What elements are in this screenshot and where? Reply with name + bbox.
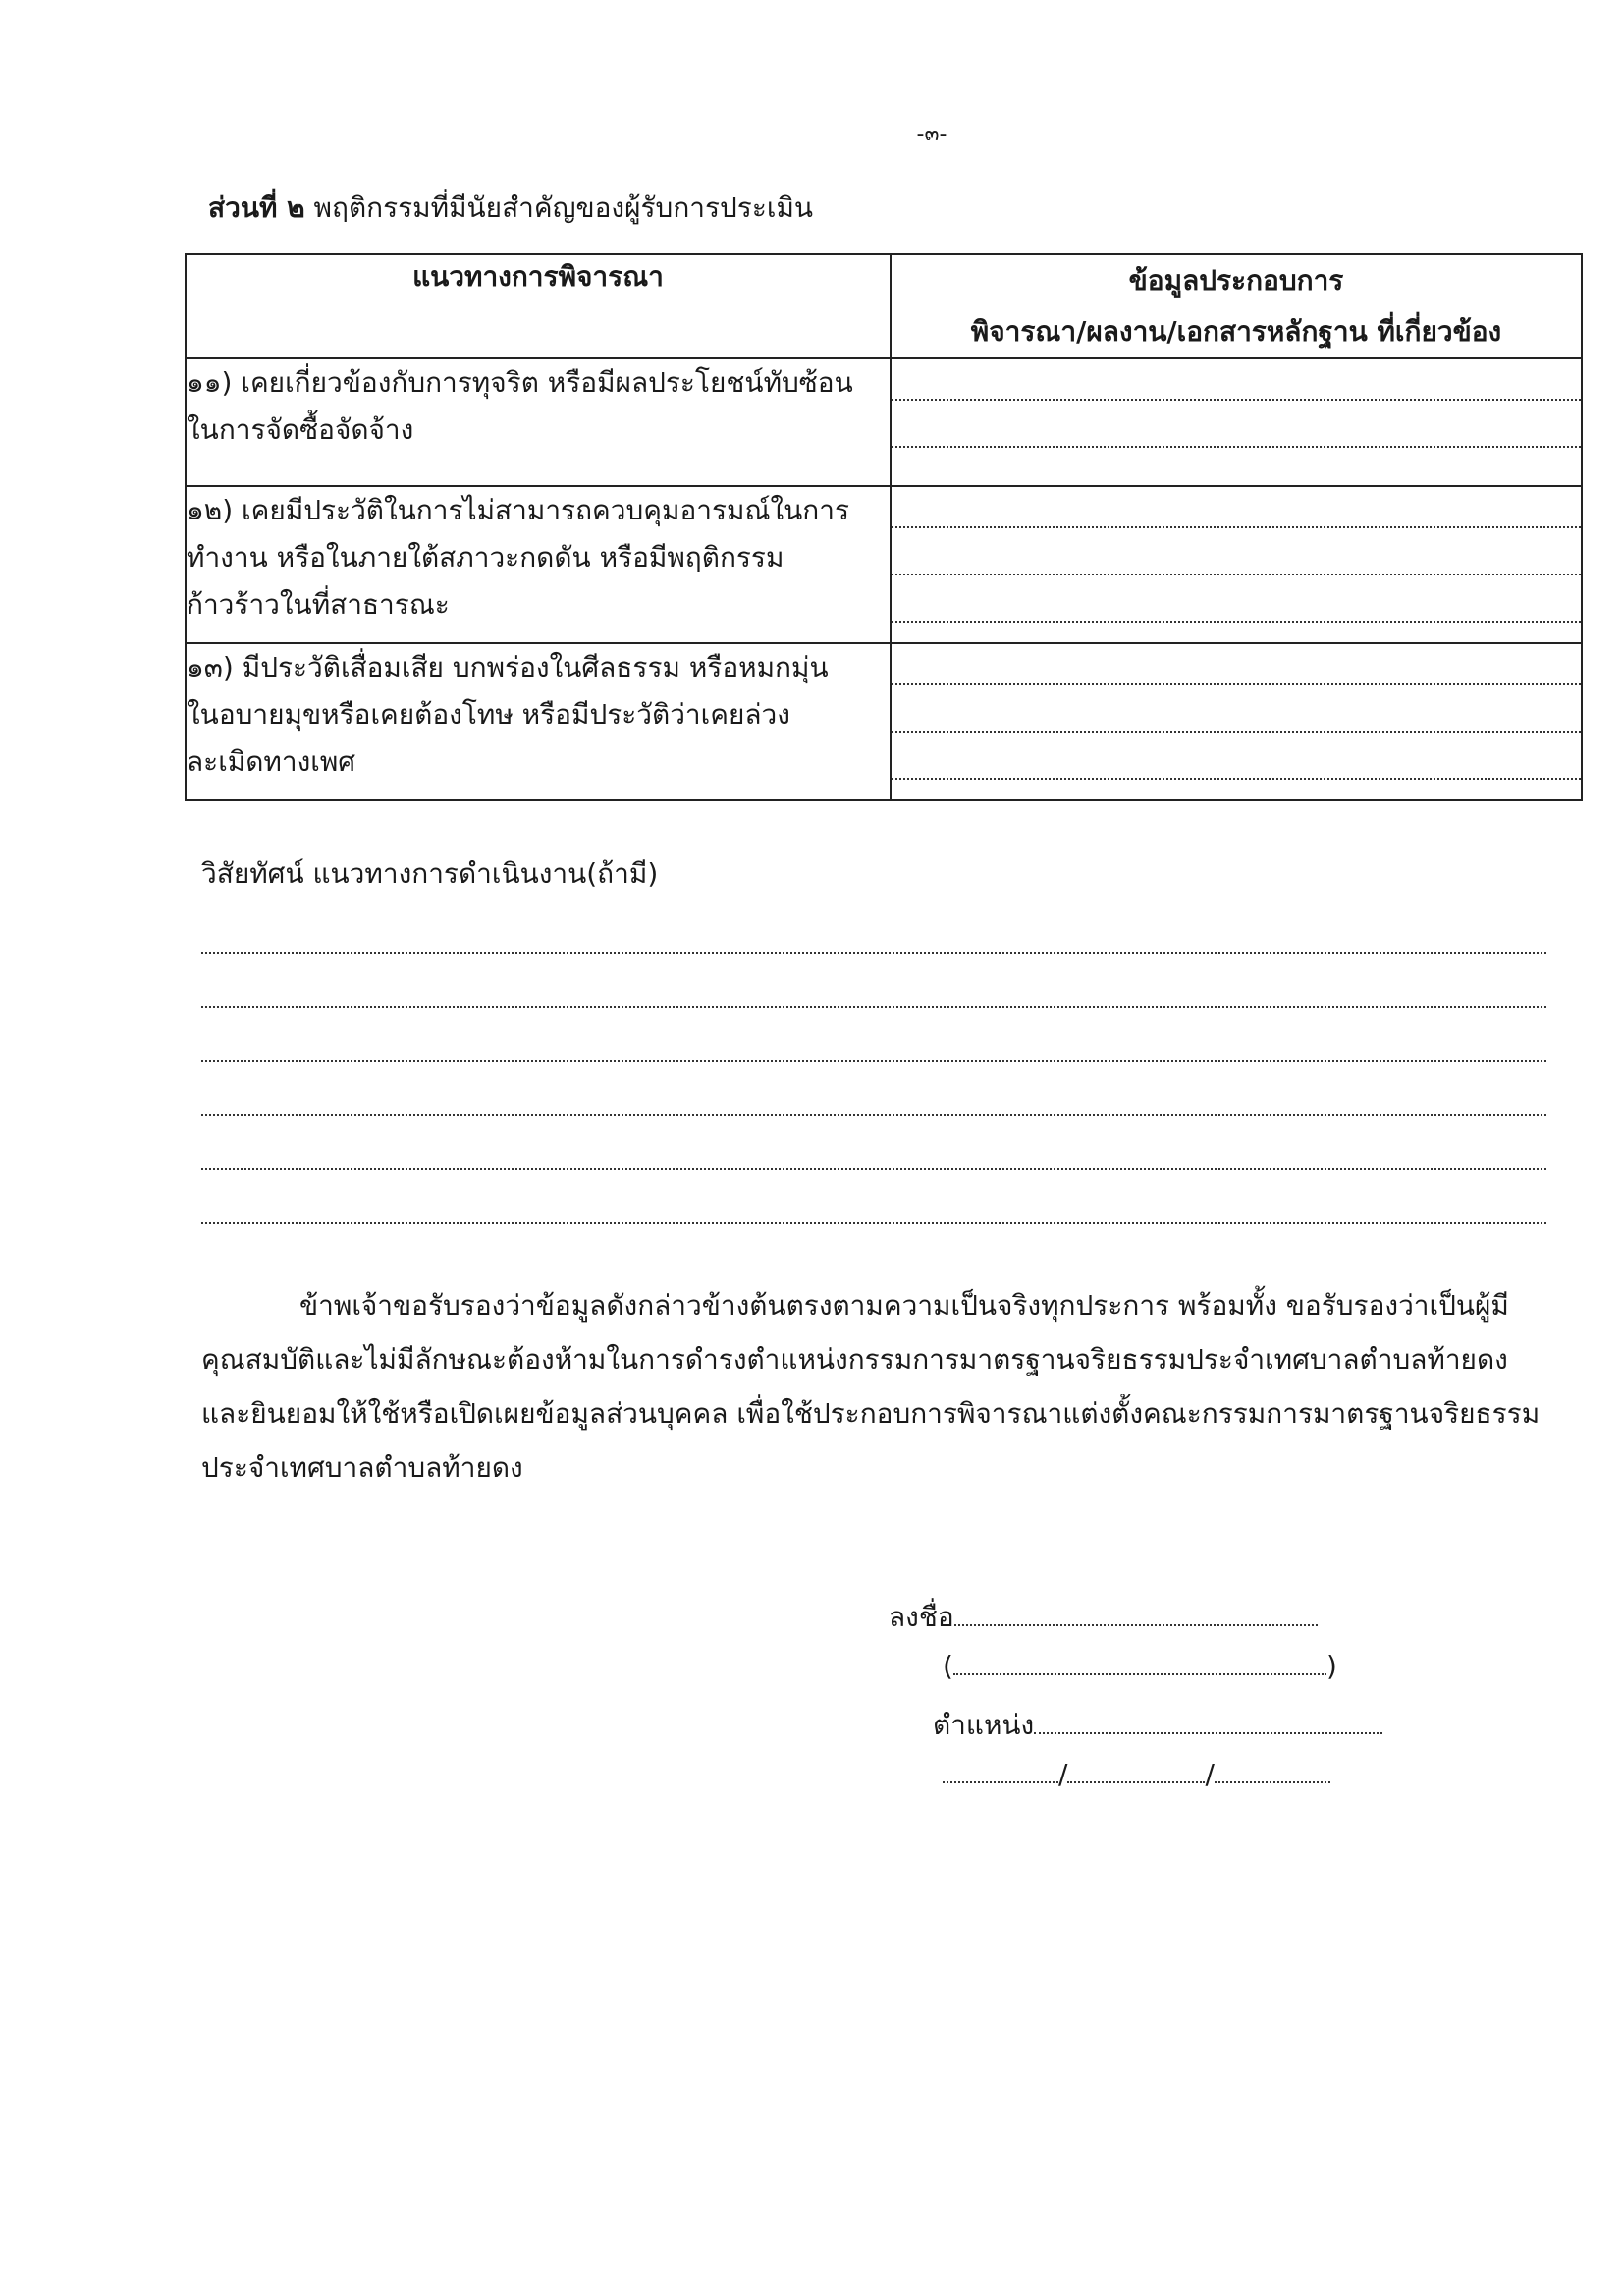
criteria-line: ละเมิดทางเพศ: [187, 745, 356, 778]
header-criteria: แนวทางการพิจารณา: [186, 254, 891, 358]
date-month-field[interactable]: [1067, 1760, 1205, 1783]
evidence-dotted-line[interactable]: [892, 359, 1581, 401]
table-row: [186, 486, 1582, 643]
criteria-line: ก้าวร้าวในที่สาธารณะ: [187, 588, 450, 621]
evidence-dotted-line[interactable]: [892, 401, 1581, 448]
table-row: [186, 643, 1582, 800]
date-slash: /: [1205, 1758, 1215, 1790]
page-number: -๓-: [916, 122, 947, 146]
criteria-line: ๑๑) เคยเกี่ยวข้องกับการทุจริต หรือมีผลประโยชน์ทับซ้อน: [187, 366, 853, 399]
evidence-dotted-line[interactable]: [892, 733, 1581, 780]
date-year-field[interactable]: [1215, 1760, 1330, 1783]
certification-line: คุณสมบัติและไม่มีลักษณะต้องห้ามในการดำรงตำแหน่งกรรมการมาตรฐานจริยธรรมประจำเทศบาลตำบลท้ายดง: [201, 1343, 1508, 1376]
header-evidence-line1: ข้อมูลประกอบการ: [1128, 264, 1344, 297]
criteria-line: ๑๒) เคยมีประวัติในการไม่สามารถควบคุมอารมณ์ในการ: [187, 494, 849, 526]
header-evidence-line2: พิจารณา/ผลงาน/เอกสารหลักฐาน ที่เกี่ยวข้อง: [970, 315, 1502, 348]
vision-label: วิสัยทัศน์ แนวทางการดำเนินงาน(ถ้ามี): [201, 857, 659, 890]
vision-dotted-line[interactable]: [201, 954, 1546, 1008]
open-paren: (: [943, 1650, 953, 1682]
evidence-dotted-line[interactable]: [892, 528, 1581, 575]
criteria-line: ๑๓) มีประวัติเสื่อมเสีย บกพร่องในศีลธรรม หรือหมกมุ่น: [187, 651, 829, 683]
evidence-dotted-line[interactable]: [892, 644, 1581, 685]
table-header-row: [186, 254, 1582, 358]
header-evidence: [891, 254, 1582, 358]
criteria-cell: [186, 486, 891, 643]
criteria-line: ในการจัดซื้อจัดจ้าง: [187, 413, 414, 446]
signature-field[interactable]: [954, 1603, 1318, 1626]
signature-line: [889, 1596, 1318, 1639]
position-label: ตำแหน่ง: [933, 1709, 1035, 1741]
certification-line: และยินยอมให้ใช้หรือเปิดเผยข้อมูลส่วนบุคคล เพื่อใช้ประกอบการพิจารณาแต่งตั้งคณะกรรมการมาตรฐานจริยธรรม: [201, 1397, 1541, 1430]
evidence-dotted-line[interactable]: [892, 487, 1581, 528]
date-day-field[interactable]: [943, 1760, 1058, 1783]
criteria-cell: [186, 358, 891, 486]
vision-dotted-line[interactable]: [201, 1008, 1546, 1062]
section-title: [208, 187, 813, 230]
date-slash: /: [1058, 1758, 1068, 1790]
vision-dotted-line[interactable]: [201, 1116, 1546, 1170]
certification-line: ประจำเทศบาลตำบลท้ายดง: [201, 1451, 523, 1484]
criteria-cell: [186, 643, 891, 800]
section-heading: พฤติกรรมที่มีนัยสำคัญของผู้รับการประเมิน: [313, 191, 814, 224]
name-line: [943, 1650, 1337, 1682]
table-row: [186, 358, 1582, 486]
evidence-cell[interactable]: [891, 643, 1582, 800]
evidence-cell[interactable]: [891, 486, 1582, 643]
evaluation-table: [185, 253, 1583, 801]
evidence-cell[interactable]: [891, 358, 1582, 486]
evidence-dotted-line[interactable]: [892, 685, 1581, 733]
criteria-line: ทำงาน หรือในภายใต้สภาวะกดดัน หรือมีพฤติกรรม: [187, 541, 784, 574]
certification-line: ข้าพเจ้าขอรับรองว่าข้อมูลดังกล่าวข้างต้นตรงตามความเป็นจริงทุกประการ พร้อมทั้ง ขอรับรองว่าเป็นผู้มี: [299, 1289, 1509, 1322]
vision-dotted-line[interactable]: [201, 918, 1546, 954]
position-line: [933, 1704, 1382, 1747]
section-label: ส่วนที่ ๒: [208, 191, 305, 224]
evidence-dotted-line[interactable]: [892, 575, 1581, 623]
vision-lines[interactable]: [201, 918, 1546, 1224]
sign-label: ลงชื่อ: [889, 1601, 954, 1633]
certification-paragraph: [201, 1279, 1556, 1495]
vision-dotted-line[interactable]: [201, 1062, 1546, 1116]
position-field[interactable]: [1034, 1711, 1382, 1734]
name-field[interactable]: [953, 1652, 1326, 1675]
date-line: [943, 1758, 1330, 1790]
vision-dotted-line[interactable]: [201, 1170, 1546, 1224]
criteria-line: ในอบายมุขหรือเคยต้องโทษ หรือมีประวัติว่าเคยล่วง: [187, 698, 790, 731]
close-paren: ): [1325, 1650, 1337, 1682]
